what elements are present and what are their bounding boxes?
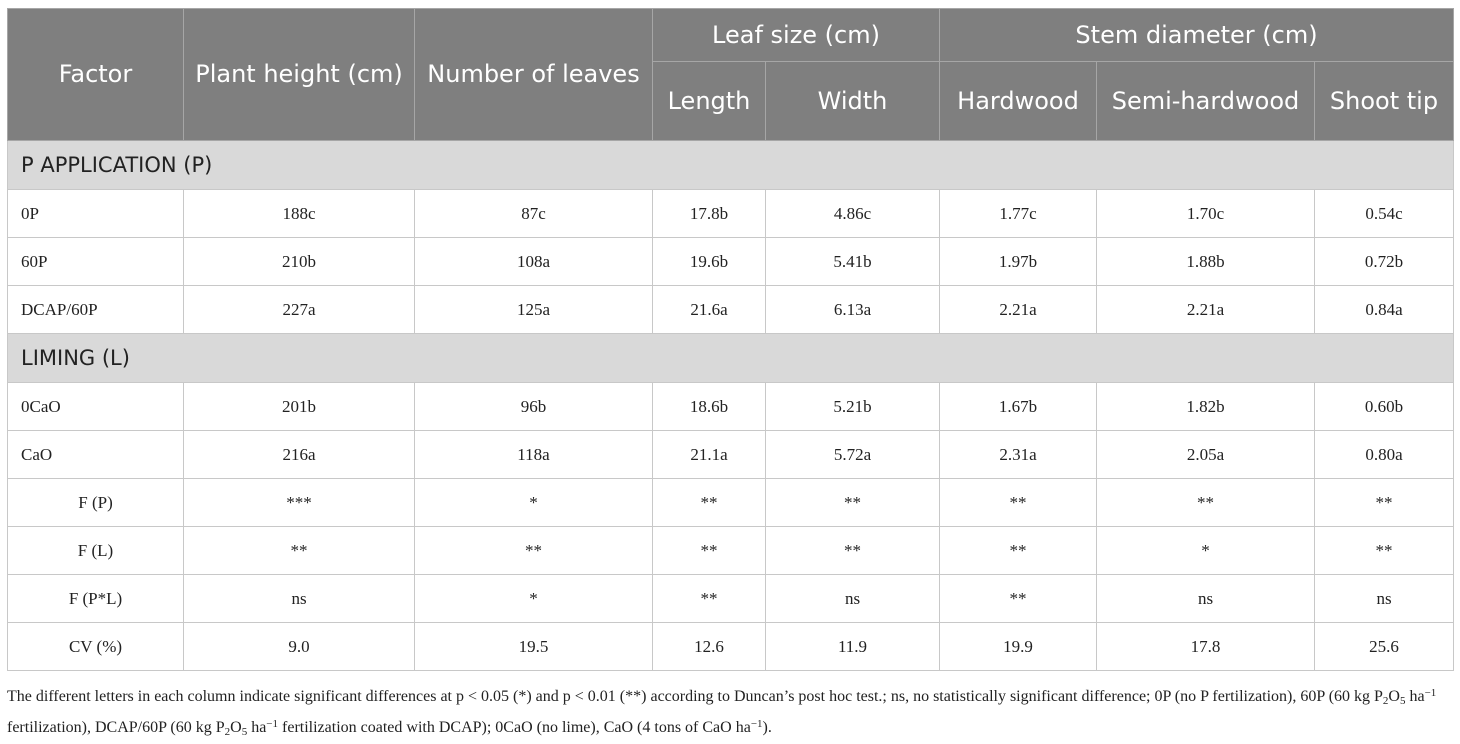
row-factor: DCAP/60P xyxy=(8,286,184,334)
cell: 216a xyxy=(184,431,415,479)
row-factor: 0P xyxy=(8,190,184,238)
cell: * xyxy=(1097,527,1315,575)
cell: 2.05a xyxy=(1097,431,1315,479)
cell: 5.21b xyxy=(766,383,940,431)
cell: 4.86c xyxy=(766,190,940,238)
cell: 1.77c xyxy=(940,190,1097,238)
cell: * xyxy=(415,575,653,623)
cell: 1.67b xyxy=(940,383,1097,431)
cell: 19.9 xyxy=(940,623,1097,671)
cell: 17.8 xyxy=(1097,623,1315,671)
cell: 25.6 xyxy=(1315,623,1454,671)
table-body xyxy=(8,141,1454,671)
cell: ** xyxy=(653,527,766,575)
cell: ** xyxy=(653,479,766,527)
cell: 125a xyxy=(415,286,653,334)
cell: 201b xyxy=(184,383,415,431)
table-row xyxy=(8,190,1454,238)
cell: * xyxy=(415,479,653,527)
cell: 118a xyxy=(415,431,653,479)
cell: 188c xyxy=(184,190,415,238)
cell: 1.82b xyxy=(1097,383,1315,431)
cell: 19.6b xyxy=(653,238,766,286)
header-width: Width xyxy=(766,62,940,141)
cell: 21.6a xyxy=(653,286,766,334)
cell: ns xyxy=(1097,575,1315,623)
cell: 0.60b xyxy=(1315,383,1454,431)
cell: ** xyxy=(940,575,1097,623)
cell: 108a xyxy=(415,238,653,286)
cell: ** xyxy=(1097,479,1315,527)
header-leaf-size: Leaf size (cm) xyxy=(653,9,940,62)
cell: ns xyxy=(184,575,415,623)
section-title: LIMING (L) xyxy=(8,334,1454,383)
section-title: P APPLICATION (P) xyxy=(8,141,1454,190)
cell: 17.8b xyxy=(653,190,766,238)
cell: ** xyxy=(766,479,940,527)
header-number-of-leaves: Number of leaves xyxy=(415,9,653,141)
results-table xyxy=(7,8,1454,671)
cell: ** xyxy=(415,527,653,575)
header-shoot-tip: Shoot tip xyxy=(1315,62,1454,141)
cell: ** xyxy=(1315,527,1454,575)
header-hardwood: Hardwood xyxy=(940,62,1097,141)
cell: 96b xyxy=(415,383,653,431)
table-row xyxy=(8,286,1454,334)
cell: 0.84a xyxy=(1315,286,1454,334)
cell: 19.5 xyxy=(415,623,653,671)
row-factor: 60P xyxy=(8,238,184,286)
cell: 18.6b xyxy=(653,383,766,431)
cell: 227a xyxy=(184,286,415,334)
cell: 5.41b xyxy=(766,238,940,286)
table-row xyxy=(8,431,1454,479)
cell: 87c xyxy=(415,190,653,238)
cell: ** xyxy=(940,527,1097,575)
table-footnote: The different letters in each column indicate significant differences at p < 0.05 (*) and p < 0.01 (**) according to Duncan’s post hoc test.; ns, no statistically significant difference; 0P (no P fertilization), 60P (60 kg $P_2O_5$ $ha^{-1}$ fertilization), DCAP/60P (60 kg $P_2O_5$ $ha^{-1}$ fertilization coated with DCAP); 0CaO (no lime), CaO (4 tons of CaO $ha^{-1}$). xyxy=(7,687,1437,738)
cell: 12.6 xyxy=(653,623,766,671)
cell: 2.21a xyxy=(1097,286,1315,334)
stat-label: F (L) xyxy=(8,527,184,575)
row-factor: CaO xyxy=(8,431,184,479)
stat-label: CV (%) xyxy=(8,623,184,671)
cell: ** xyxy=(653,575,766,623)
cell: ** xyxy=(1315,479,1454,527)
cell: 1.97b xyxy=(940,238,1097,286)
header-stem-diameter: Stem diameter (cm) xyxy=(940,9,1454,62)
cell: 2.21a xyxy=(940,286,1097,334)
cell: 1.88b xyxy=(1097,238,1315,286)
header-factor: Factor xyxy=(8,9,184,141)
cell: 1.70c xyxy=(1097,190,1315,238)
row-factor: 0CaO xyxy=(8,383,184,431)
header-semi-hardwood: Semi-hardwood xyxy=(1097,62,1315,141)
cell: ** xyxy=(940,479,1097,527)
cell: 21.1a xyxy=(653,431,766,479)
stat-row xyxy=(8,575,1454,623)
cell: 9.0 xyxy=(184,623,415,671)
header-length: Length xyxy=(653,62,766,141)
stat-label: F (P) xyxy=(8,479,184,527)
stat-row xyxy=(8,623,1454,671)
cell: 5.72a xyxy=(766,431,940,479)
table-row xyxy=(8,383,1454,431)
cell: 6.13a xyxy=(766,286,940,334)
cell: 0.72b xyxy=(1315,238,1454,286)
cell: 0.54c xyxy=(1315,190,1454,238)
cell: ** xyxy=(766,527,940,575)
stat-row xyxy=(8,527,1454,575)
data-table-container xyxy=(7,8,1453,671)
header-plant-height: Plant height (cm) xyxy=(184,9,415,141)
cell: 210b xyxy=(184,238,415,286)
cell: 11.9 xyxy=(766,623,940,671)
table-row xyxy=(8,238,1454,286)
stat-row xyxy=(8,479,1454,527)
cell: *** xyxy=(184,479,415,527)
cell: ** xyxy=(184,527,415,575)
cell: ns xyxy=(1315,575,1454,623)
cell: 0.80a xyxy=(1315,431,1454,479)
cell: ns xyxy=(766,575,940,623)
stat-label: F (P*L) xyxy=(8,575,184,623)
cell: 2.31a xyxy=(940,431,1097,479)
section-row xyxy=(8,334,1454,383)
section-row xyxy=(8,141,1454,190)
